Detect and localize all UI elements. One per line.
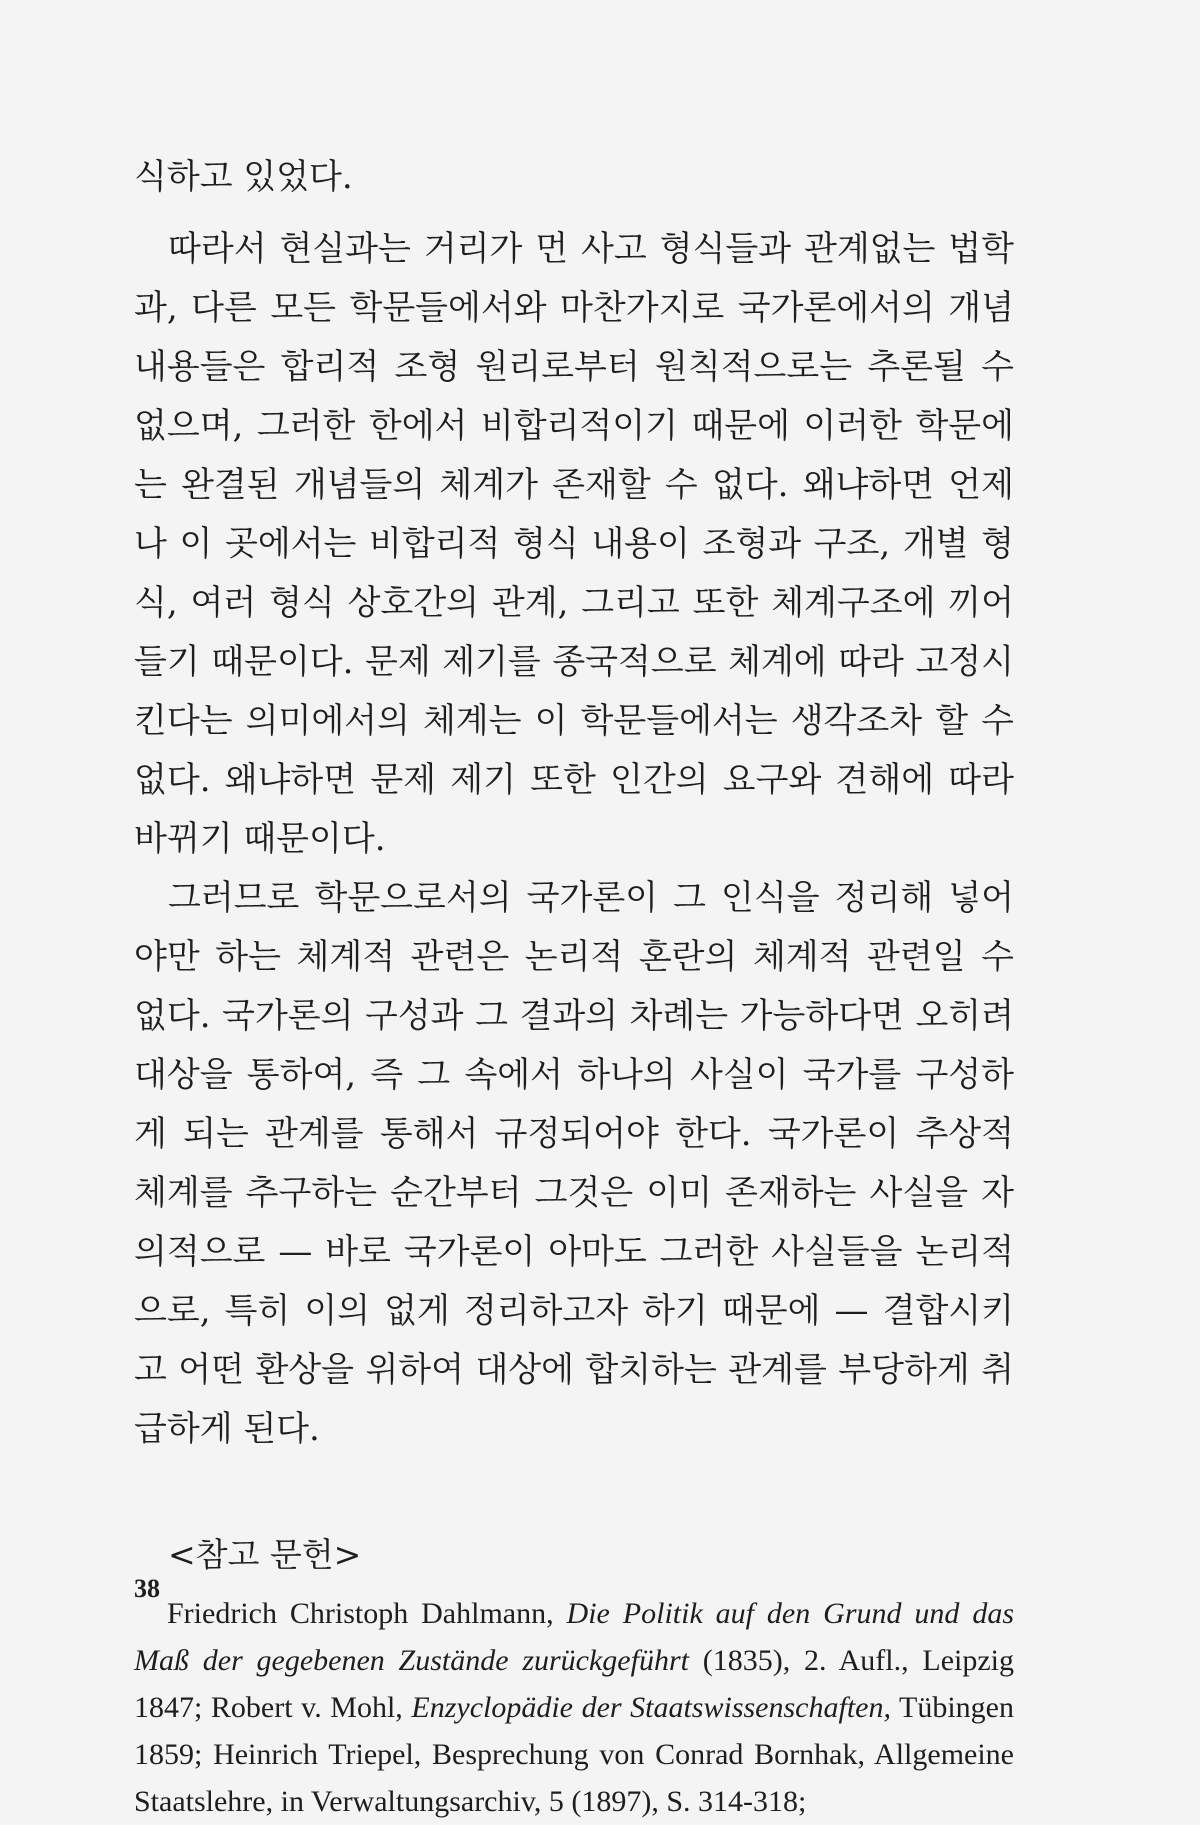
page-number: 38 (134, 1574, 160, 1603)
paragraph-third: 그러므로 학문으로서의 국가론이 그 인식을 정리해 넣어야만 하는 체계적 관련은 논리적 혼란의 체계적 관련일 수 없다. 국가론의 구성과 그 결과의 차례는 가능하다면 오히려 대상을 통하여, 즉 그 속에서 하나의 사실이 국가를 구성하게 되는 관계를 통해서 규정되어야 한다. 국가론이 추상적 체계를 추구하는 순간부터 그것은 이미 존재하는 사실을 자의적으로 — 바로 국가론이 아마도 그러한 사실들을 논리적으로, 특히 이의 없게 정리하고자 하기 때문에 — 결합시키고 어떤 환상을 위하여 대상에 합치하는 관계를 부당하게 취급하게 된다. (134, 878, 1014, 1449)
reference-1-details: (1835), 2. Aufl., Leipzig 1847; (134, 1644, 1014, 1724)
page-body (134, 148, 1014, 1825)
paragraph-second: 따라서 현실과는 거리가 먼 사고 형식들과 관계없는 법학과, 다른 모든 학문들에서와 마찬가지로 국가론에서의 개념 내용들은 합리적 조형 원리로부터 원칙적으로는 추론될 수 없으며, 그러한 한에서 비합리적이기 때문에 이러한 학문에는 완결된 개념들의 체계가 존재할 수 없다. 왜냐하면 언제나 이 곳에서는 비합리적 형식 내용이 조형과 구조, 개별 형식, 여러 형식 상호간의 관계, 그리고 또한 체계구조에 끼어들기 때문이다. 문제 제기를 종국적으로 체계에 따라 고정시킨다는 의미에서의 체계는 이 학문들에서는 생각조차 할 수 없다. 왜냐하면 문제 제기 또한 인간의 요구와 견해에 따라 바뀌기 때문이다. (134, 229, 1014, 859)
paragraph-continuation: 식하고 있었다. (134, 157, 353, 197)
reference-2-title: Enzyclopädie der Staatswissenschaften, (411, 1691, 891, 1724)
reference-3: Heinrich Triepel, Besprechung von Conrad Bornhak, Allgemeine Staatslehre, in Verwaltungsarchiv, 5 (1897), S. 314-318; (134, 1738, 1014, 1818)
reference-1-author: Friedrich Christoph Dahlmann, (167, 1597, 554, 1630)
references-list (134, 1590, 1014, 1825)
reference-1-title: Die Politik auf den Grund und das Maß der gegebenen Zustände zurückgeführt (134, 1597, 1015, 1677)
reference-2-author: Robert v. Mohl, (210, 1691, 403, 1724)
references-heading: <참고 문헌> (168, 1535, 362, 1574)
reference-2-details: Tübingen 1859; (134, 1691, 1014, 1771)
